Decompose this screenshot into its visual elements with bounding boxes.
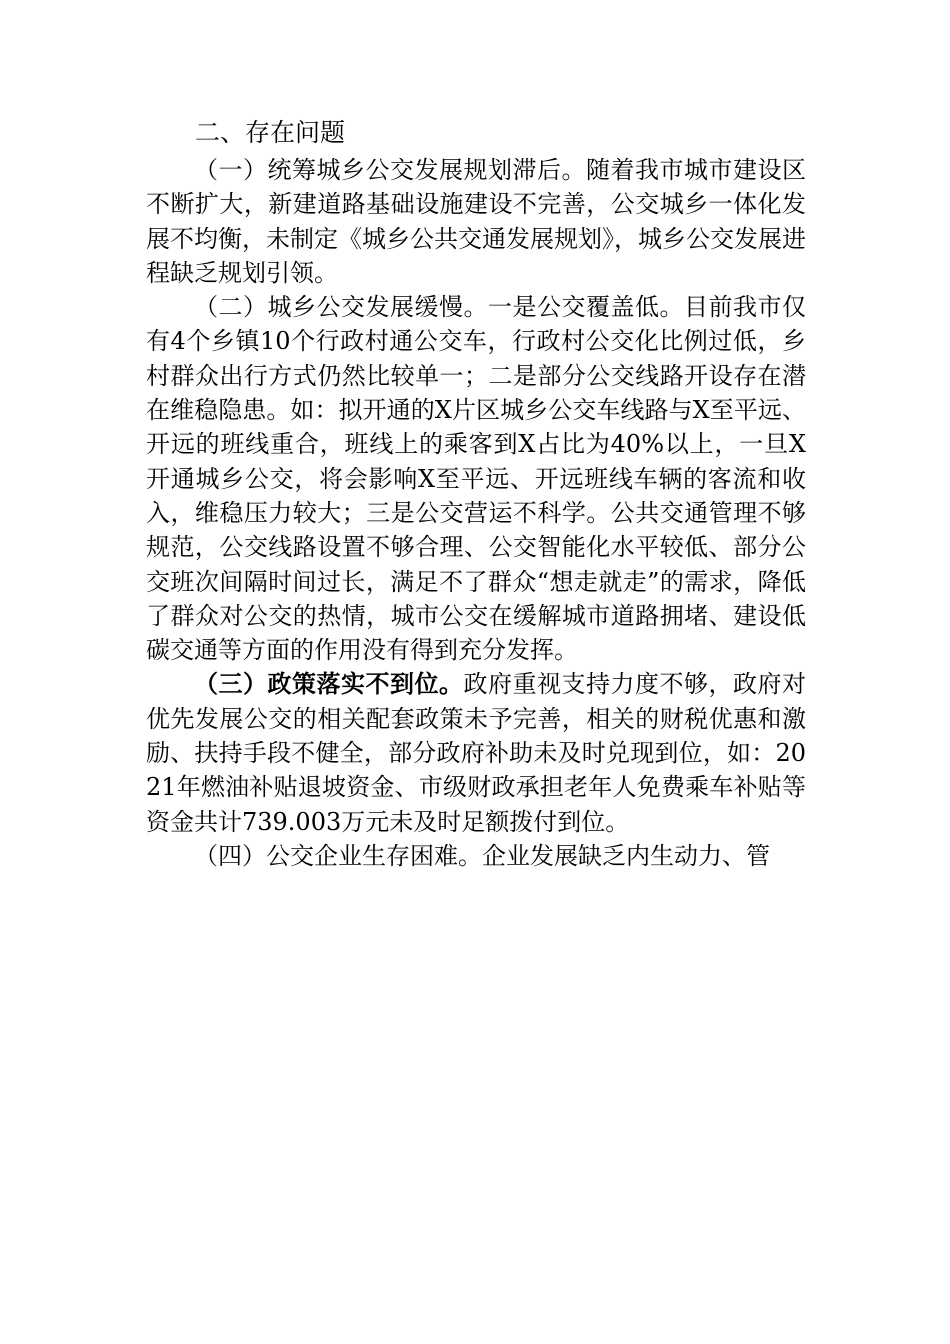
paragraph-2-body: 一是公交覆盖低。目前我市仅有4个乡镇10个行政村通公交车，行政村公交化比例过低，乡村群众出行方式仍然比较单一；二是部分公交线路开设存在潜在维稳隐患。如：拟开通的X片区城乡公交车线路与X至平远、开远的班线重合，班线上的乘客到X占比为40%以上，一旦X开通城乡公交，将会影响X至平远、开远班线车辆的客流和收入，维稳压力较大；三是公交营运不科学。公共交通管理不够规范，公交线路设置不够合理、公交智能化水平较低、部分公交班次间隔时间过长，满足不了群众“想走就走”的需求，降低了群众对公交的热情，城市公交在缓解城市道路拥堵、建设低碳交通等方面的作用没有得到充分发挥。 <box>146 293 806 665</box>
paragraph-1-body: 随着我市城市建设区不断扩大，新建道路基础设施建设不完善，公交城乡一体化发展不均衡，未制定《城乡公共交通发展规划》，城乡公交发展进程缺乏规划引领。 <box>146 156 806 287</box>
paragraph-2 <box>146 290 806 667</box>
paragraph-2-lead: （二）城乡公交发展缓慢。 <box>194 293 488 322</box>
paragraph-3-body: 政府重视支持力度不够，政府对优先发展公交的相关配套政策未予完善，相关的财税优惠和激励、扶持手段不健全，部分政府补助未及时兑现到位，如：2021年燃油补贴退坡资金、市级财政承担老年人免费乘车补贴等资金共计739.003万元未及时足额拨付到位。 <box>146 670 806 836</box>
paragraph-1-lead: （一）统筹城乡公交发展规划滞后。 <box>194 156 586 184</box>
paragraph-3 <box>146 667 806 838</box>
paragraph-4-body: 企业发展缺乏内生动力、管 <box>482 841 770 870</box>
document-page <box>146 113 806 873</box>
paragraph-4 <box>146 839 806 873</box>
paragraph-3-lead: （三）政策落实不到位。 <box>194 669 464 699</box>
paragraph-4-lead: （四）公交企业生存困难。 <box>194 841 482 870</box>
paragraph-1 <box>146 153 806 290</box>
section-heading: 二、存在问题 <box>195 118 346 147</box>
